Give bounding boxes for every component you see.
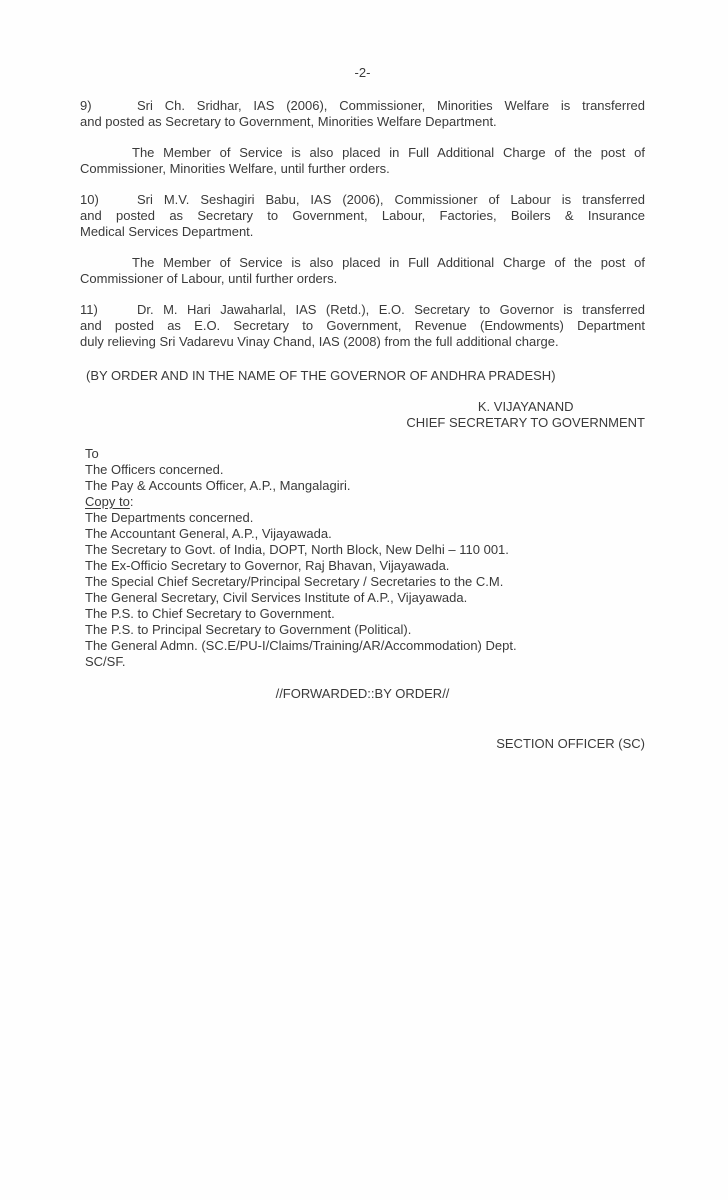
section-officer-signature: SECTION OFFICER (SC) [496,736,645,751]
address-line: The Accountant General, A.P., Vijayawada. [85,526,332,541]
to-block [80,446,645,494]
signature-name: K. VIJAYANAND [477,399,574,414]
signature-block [406,399,645,431]
paragraph-line [80,98,645,114]
paragraph-line: and posted as Secretary to Government, Labour, Factories, Boilers & Insurance [80,208,645,223]
page-number: -2- [354,65,371,80]
address-line: The P.S. to Principal Secretary to Government (Political). [85,622,412,637]
paragraph-member-note-2 [80,255,645,287]
copy-to-heading [80,494,645,510]
address-line: The Departments concerned. [85,510,254,525]
to-label: To [85,446,99,461]
address-line: The P.S. to Chief Secretary to Government. [85,606,335,621]
paragraph-line: duly relieving Sri Vadarevu Vinay Chand, IAS (2008) from the full additional charge. [80,334,559,349]
address-line: The Secretary to Govt. of India, DOPT, North Block, New Delhi – 110 001. [85,542,509,557]
paragraph-text: Dr. M. Hari Jawaharlal, IAS (Retd.), E.O. Secretary to Governor is transferred [137,302,645,317]
signature-title: CHIEF SECRETARY TO GOVERNMENT [406,415,645,430]
paragraph-line: and posted as Secretary to Government, Minorities Welfare Department. [80,114,497,129]
paragraph-number: 11) [80,302,98,317]
paragraph-line [80,302,645,318]
address-line: The Ex-Officio Secretary to Governor, Raj Bhavan, Vijayawada. [85,558,450,573]
paragraph-line: The Member of Service is also placed in Full Additional Charge of the post of [132,145,645,160]
copy-to-label: Copy to [85,494,130,509]
paragraph-line: The Member of Service is also placed in Full Additional Charge of the post of [132,255,645,270]
paragraph-11 [80,302,645,350]
paragraph-line: Medical Services Department. [80,224,254,239]
address-line: The Special Chief Secretary/Principal Secretary / Secretaries to the C.M. [85,574,504,589]
paragraph-number: 10) [80,192,99,207]
address-line: The Officers concerned. [85,462,224,477]
copy-to-block [80,510,645,670]
by-order-line: (BY ORDER AND IN THE NAME OF THE GOVERNOR OF ANDHRA PRADESH) [86,368,556,383]
paragraph-line: Commissioner of Labour, until further orders. [80,271,338,286]
paragraph-line [80,192,645,208]
forwarded-line: //FORWARDED::BY ORDER// [275,686,450,701]
paragraph-text: Sri Ch. Sridhar, IAS (2006), Commissioner, Minorities Welfare is transferred [137,98,645,113]
copy-to-colon: : [129,494,134,509]
address-line: The General Admn. (SC.E/PU-I/Claims/Training/AR/Accommodation) Dept. [85,638,517,653]
address-line: The Pay & Accounts Officer, A.P., Mangalagiri. [85,478,351,493]
paragraph-9 [80,98,645,130]
address-line: SC/SF. [85,654,126,669]
paragraph-number: 9) [80,98,92,113]
address-line: The General Secretary, Civil Services Institute of A.P., Vijayawada. [85,590,468,605]
paragraph-line: Commissioner, Minorities Welfare, until further orders. [80,161,390,176]
paragraph-text: Sri M.V. Seshagiri Babu, IAS (2006), Commissioner of Labour is transferred [137,192,645,207]
paragraph-line: and posted as E.O. Secretary to Government, Revenue (Endowments) Department [80,318,645,333]
paragraph-member-note-1 [80,145,645,177]
paragraph-10 [80,192,645,240]
